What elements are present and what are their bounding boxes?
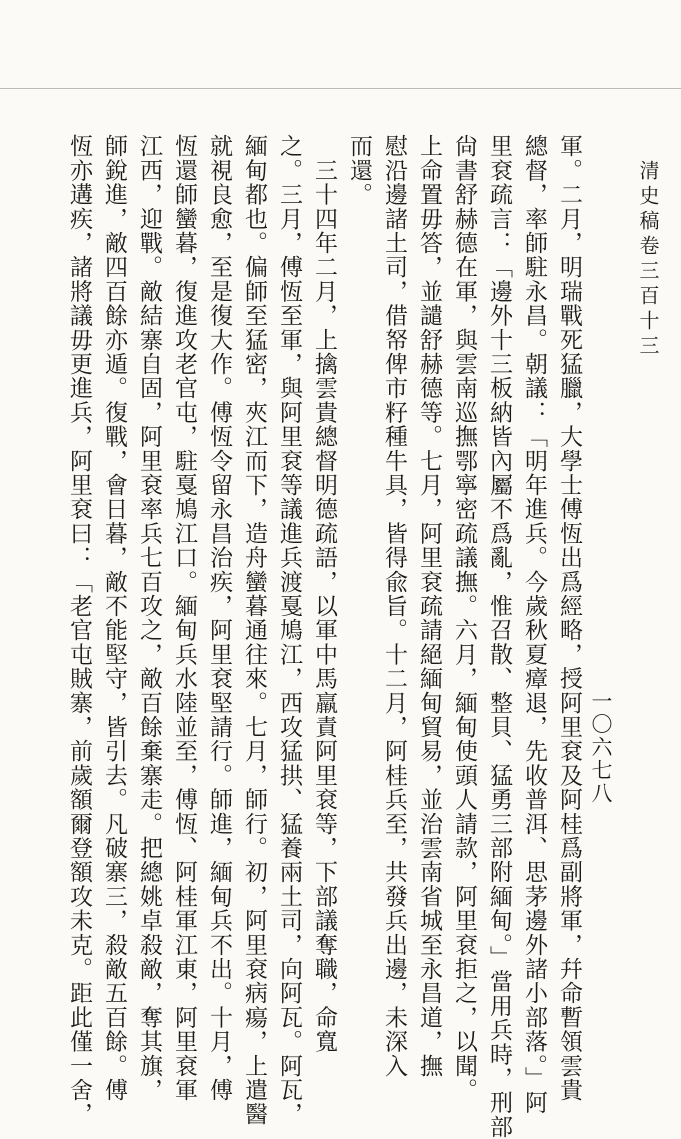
text-column: 師銳進，敵四百餘亦遁。復戰，會日暮，敵不能堅守，皆引去。凡破寨三，殺敵五百餘。傅	[101, 134, 127, 1102]
text-column: 而還。	[346, 134, 372, 207]
running-title: 清史稿卷三百十三	[636, 160, 660, 360]
text-column: 里袞疏言：「邊外十三板納皆內屬不爲亂，惟召散、整貝、猛勇三部附緬甸。」當用兵時，刑部	[486, 134, 512, 1139]
text-column: 恆還師蠻暮，復進攻老官屯，駐戛鳩江口。緬甸兵水陸並至，傅恆、阿桂軍江東，阿里袞軍	[171, 134, 197, 1102]
text-column: 上命置毋答，並譴舒赫德等。七月，阿里袞疏請絕緬甸貿易，並治雲南省城至永昌道，撫	[416, 134, 442, 1078]
text-column: 緬甸都也。偏師至猛密，夾江而下，造舟蠻暮通往來。七月，師行。初，阿里袞病瘍，上遣醫	[241, 134, 267, 1127]
body-text	[61, 134, 586, 1139]
text-column: 三十四年二月，上擒雲貴總督明德疏語，以軍中馬羸責阿里袞等，下部議奪職，命寬	[311, 134, 337, 1054]
text-column: 江西，迎戰。敵結寨自固，阿里袞率兵七百攻之，敵百餘棄寨走。把總姚卓殺敵，奪其旗，	[136, 134, 162, 1102]
text-column: 恆亦遘疾，諸將議毋更進兵，阿里袞曰：「老官屯賊寨，前歲額爾登額攻未克。距此僅一舍，	[66, 134, 92, 1127]
header-rule	[0, 48, 681, 89]
text-column: 慰沿邊諸土司，借帑俾市籽種牛具，皆得兪旨。十二月，阿桂兵至，共發兵出邊，未深入	[381, 134, 407, 1078]
text-column: 軍。二月，明瑞戰死猛臘，大學士傅恆出爲經略，授阿里袞及阿桂爲副將軍，幷命暫領雲貴	[556, 134, 582, 1102]
text-column: 總督，率師駐永昌。朝議：「明年進兵。今歲秋夏瘴退，先收普洱、思茅邊外諸小部落。」阿	[521, 134, 547, 1115]
text-column: 就視良愈，至是復大作。傅恆令留永昌治疾，阿里袞堅請行。師進，緬甸兵不出。十月，傅	[206, 134, 232, 1102]
page-number: 一〇六七八	[589, 690, 613, 805]
text-column: 之。三月，傅恆至軍，與阿里袞等議進兵渡戛鳩江，西攻猛拱、猛養兩土司，向阿瓦。阿瓦，	[276, 134, 302, 1127]
text-column: 尙書舒赫德在軍，與雲南巡撫鄂寧密疏議撫。六月，緬甸使頭人請款，阿里袞拒之，以聞。	[451, 134, 477, 1102]
